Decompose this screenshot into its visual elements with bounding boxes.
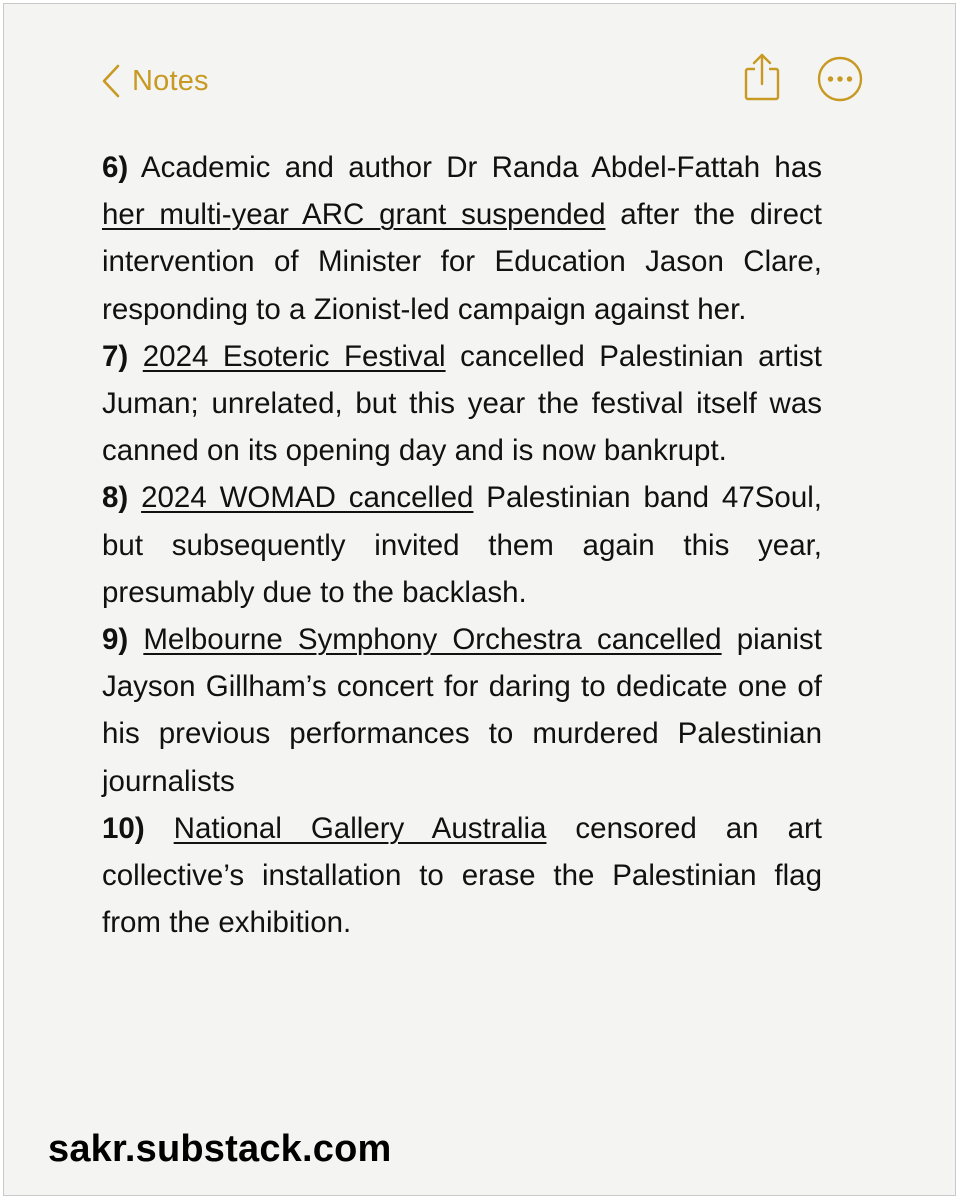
item-text (128, 481, 141, 514)
chevron-left-icon (98, 61, 124, 101)
share-icon[interactable] (740, 51, 784, 103)
note-link[interactable]: National Gallery Australia (173, 811, 547, 845)
list-item (102, 144, 822, 333)
list-item (102, 474, 822, 616)
notes-toolbar (4, 4, 955, 154)
note-link[interactable]: Melbourne Symphony Orchestra cancelled (143, 623, 722, 657)
item-text: Palestinian band 47Soul, but subsequently invited them again this year, presumably due to the backlash. (102, 481, 822, 609)
more-options-icon[interactable] (816, 55, 864, 103)
note-link[interactable]: her multi-year ARC grant suspended (102, 198, 606, 232)
item-text: censored an art collective’s installation to erase the Palestinian flag from the exhibition. (102, 811, 822, 940)
list-item (102, 333, 822, 475)
back-to-notes-button[interactable] (98, 56, 209, 106)
item-text (128, 340, 143, 373)
note-body[interactable] (102, 144, 822, 946)
item-number: 10) (102, 811, 145, 845)
item-number: 6) (102, 151, 129, 184)
item-number: 8) (102, 481, 129, 515)
item-text: after the direct intervention of Minister for Education Jason Clare, responding to a Zionist-led campaign against her. (102, 198, 822, 326)
list-item (102, 616, 822, 805)
item-text: pianist Jayson Gillham’s concert for daring to dedicate one of his previous performances to murdered Palestinian journalists (102, 623, 822, 798)
note-link[interactable]: 2024 WOMAD cancelled (141, 481, 474, 515)
list-item (102, 805, 822, 947)
item-text: Academic and author Dr Randa Abdel-Fattah has (128, 151, 822, 184)
item-text (128, 623, 143, 656)
watermark: sakr.substack.com (48, 1128, 392, 1170)
item-text: cancelled Palestinian artist Juman; unrelated, but this year the festival itself was canned on its opening day and is now bankrupt. (102, 339, 822, 468)
back-label: Notes (132, 64, 209, 97)
item-number: 9) (102, 623, 129, 657)
notes-screenshot (3, 3, 956, 1196)
item-number: 7) (102, 339, 129, 373)
item-text (145, 812, 174, 845)
note-link[interactable]: 2024 Esoteric Festival (142, 339, 446, 373)
